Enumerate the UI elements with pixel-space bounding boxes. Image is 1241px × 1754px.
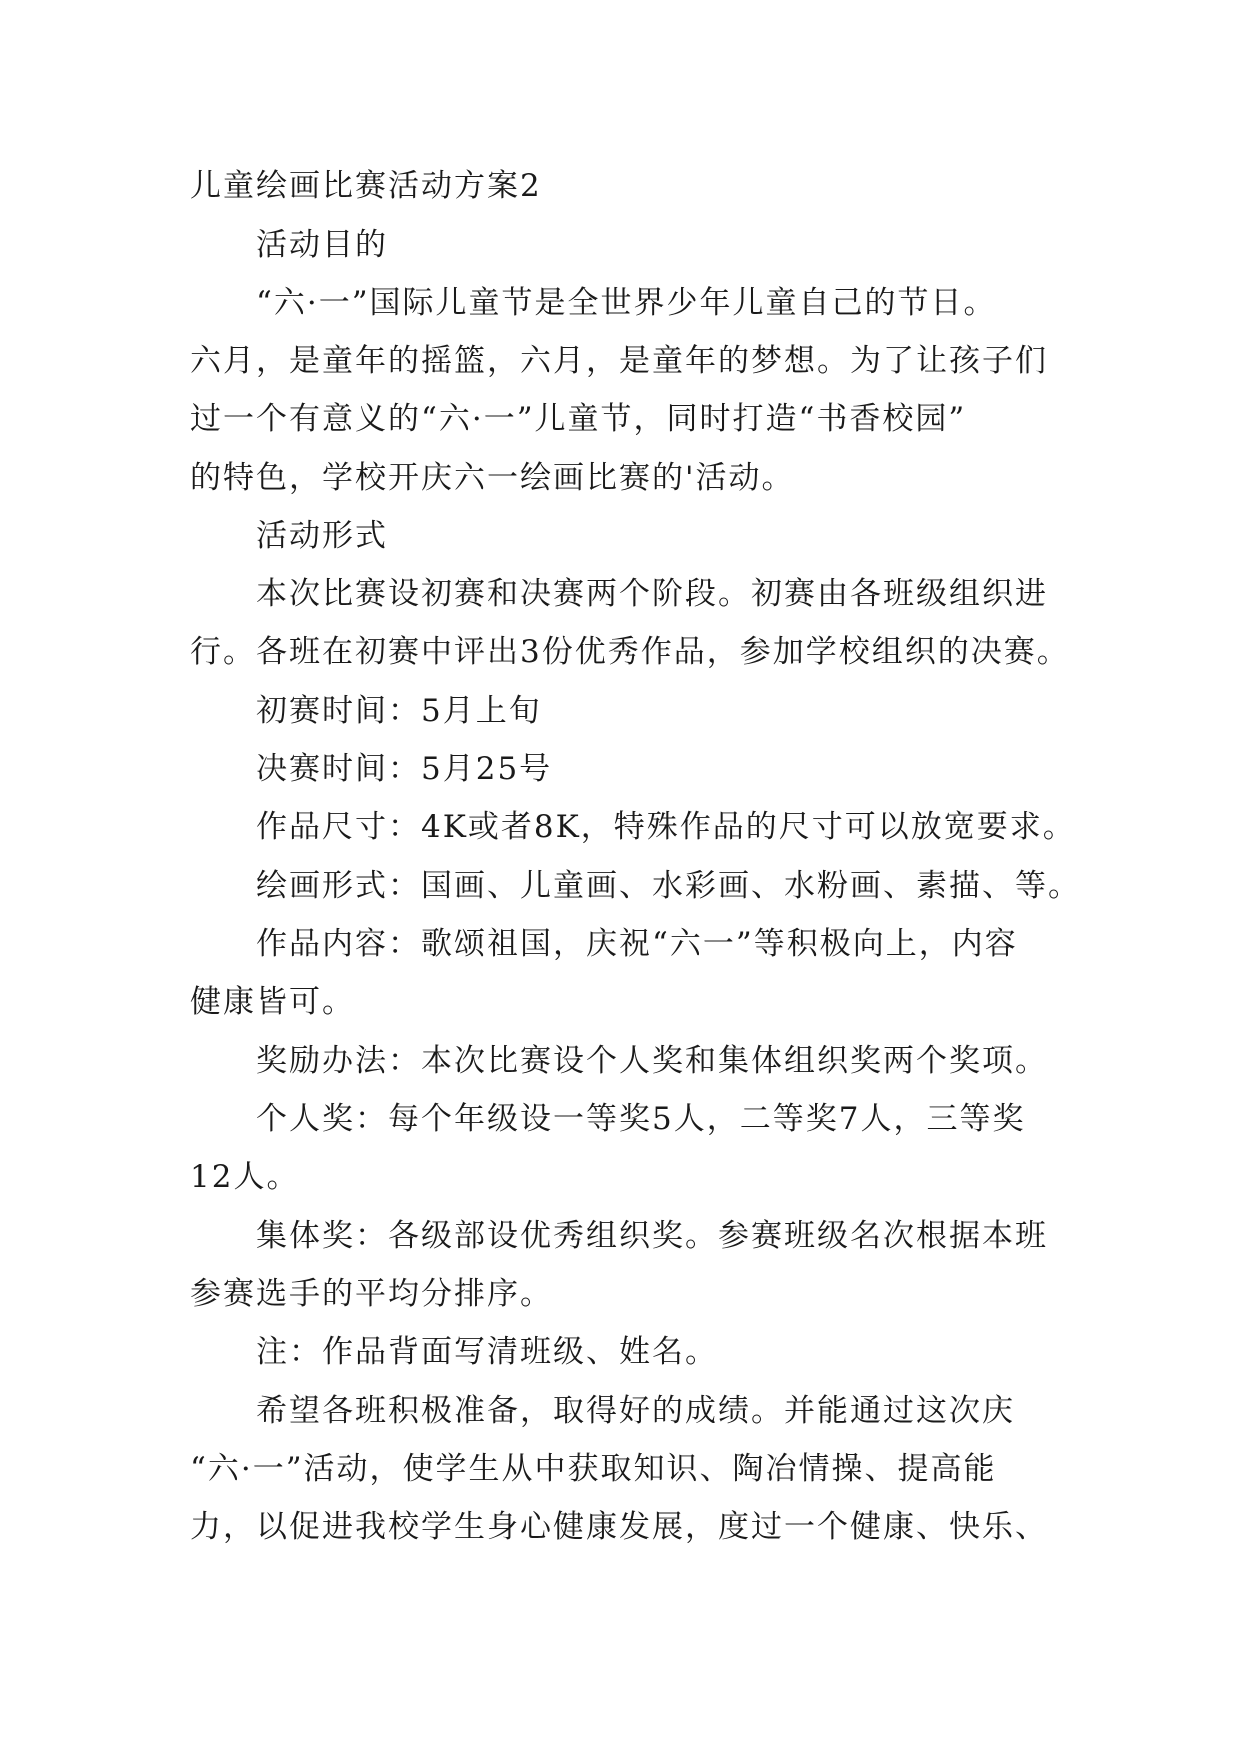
paragraph-line: 个人奖：每个年级设一等奖5人，二等奖7人，三等奖 [256,1101,1026,1137]
paragraph-line: 六月，是童年的摇篮，六月，是童年的梦想。为了让孩子们 [190,343,1048,379]
paragraph-line: 行。各班在初赛中评出3份优秀作品，参加学校组织的决赛。 [190,634,1070,670]
paragraph-line: 参赛选手的平均分排序。 [190,1276,553,1312]
final-time: 决赛时间：5月25号 [256,751,553,787]
paragraph-line: 本次比赛设初赛和决赛两个阶段。初赛由各班级组织进 [256,576,1048,612]
paragraph-line: “六·一”国际儿童节是全世界少年儿童自己的节日。 [256,285,997,321]
section-heading-format: 活动形式 [256,518,388,554]
paragraph-line: 健康皆可。 [190,984,355,1020]
painting-forms: 绘画形式：国画、儿童画、水彩画、水粉画、素描、等。 [256,868,1081,904]
preliminary-time: 初赛时间：5月上旬 [256,693,542,729]
paragraph-line: 12人。 [190,1159,300,1195]
note-line: 注：作品背面写清班级、姓名。 [256,1334,718,1370]
paragraph-line: 集体奖：各级部设优秀组织奖。参赛班级名次根据本班 [256,1218,1048,1254]
artwork-size: 作品尺寸：4K或者8K，特殊作品的尺寸可以放宽要求。 [256,809,1076,845]
paragraph-line: 力，以促进我校学生身心健康发展，度过一个健康、快乐、 [190,1509,1048,1545]
paragraph-line: 过一个有意义的“六·一”儿童节，同时打造“书香校园” [190,401,967,437]
paragraph-line: 希望各班积极准备，取得好的成绩。并能通过这次庆 [256,1393,1015,1429]
paragraph-line: 的特色，学校开庆六一绘画比赛的'活动。 [190,460,795,496]
paragraph-line: 作品内容：歌颂祖国，庆祝“六一”等积极向上，内容 [256,926,1018,962]
paragraph-line: “六·一”活动，使学生从中获取知识、陶冶情操、提高能 [190,1451,997,1487]
section-heading-purpose: 活动目的 [256,227,388,263]
reward-method: 奖励办法：本次比赛设个人奖和集体组织奖两个奖项。 [256,1043,1048,1079]
document-title: 儿童绘画比赛活动方案2 [190,168,542,204]
